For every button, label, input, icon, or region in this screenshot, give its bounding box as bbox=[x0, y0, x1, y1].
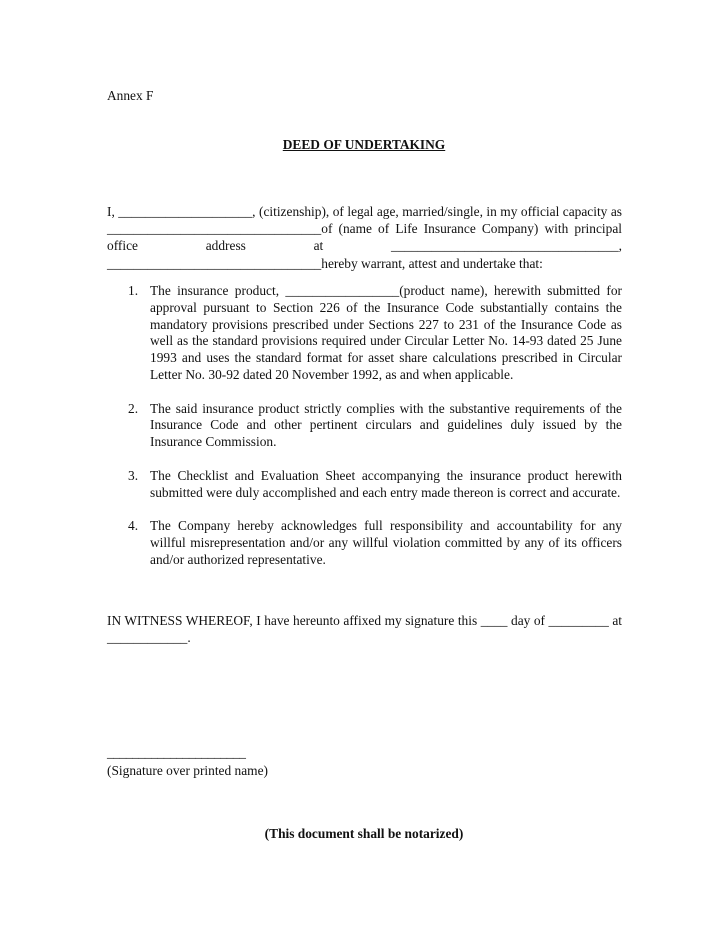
list-item bbox=[107, 401, 622, 451]
list-item-text: The Checklist and Evaluation Sheet accompanying the insurance product herewith submitted were duly accomplished and each entry made thereon is correct and accurate. bbox=[150, 467, 622, 500]
annex-label: Annex F bbox=[107, 88, 154, 103]
list-item-number: 4. bbox=[128, 518, 139, 534]
list-item-text: The insurance product, _________________(product name), herewith submitted for approval pursuant to Section 226 of the Insurance Code substantially contains the mandatory provisions prescribed under Sections 227 to 231 of the Insurance Code as well as the standard provisions required under Circular Letter No. 14-93 dated 25 June 1993 and uses the standard format for asset share calculations prescribed in Circular Letter No. 30-92 dated 20 November 1992, as and when applicable. bbox=[150, 283, 622, 382]
list-item-text: The said insurance product strictly complies with the substantive requirements of the Insurance Code and other pertinent circulars and guidelines duly issued by the Insurance Commission. bbox=[150, 400, 622, 450]
list-item-number: 2. bbox=[128, 400, 139, 416]
list-item-number: 1. bbox=[128, 283, 139, 298]
list-item bbox=[107, 283, 622, 384]
witness-paragraph: IN WITNESS WHEREOF, I have hereunto affixed my signature this ____ day of _________ at ____________. bbox=[107, 613, 622, 646]
intro-paragraph: I, ____________________, (citizenship), of legal age, married/single, in my official capacity as ________________________________of (name of Life Insurance Company) with principal office address at __________________________________, ________________________________hereby warrant, attest and undertake that: bbox=[107, 204, 622, 271]
document-title: DEED OF UNDERTAKING bbox=[282, 137, 446, 152]
undertaking-list bbox=[107, 283, 622, 585]
list-item-number: 3. bbox=[128, 467, 139, 483]
signature-line: ______________________ bbox=[107, 745, 246, 760]
notarization-note: (This document shall be notarized) bbox=[264, 826, 464, 841]
signature-caption: (Signature over printed name) bbox=[107, 763, 269, 778]
list-item bbox=[107, 518, 622, 568]
list-item bbox=[107, 468, 622, 502]
list-item-text: The Company hereby acknowledges full responsibility and accountability for any willful misrepresentation and/or any willful violation committed by any of its officers and/or authorized representative. bbox=[150, 518, 622, 567]
